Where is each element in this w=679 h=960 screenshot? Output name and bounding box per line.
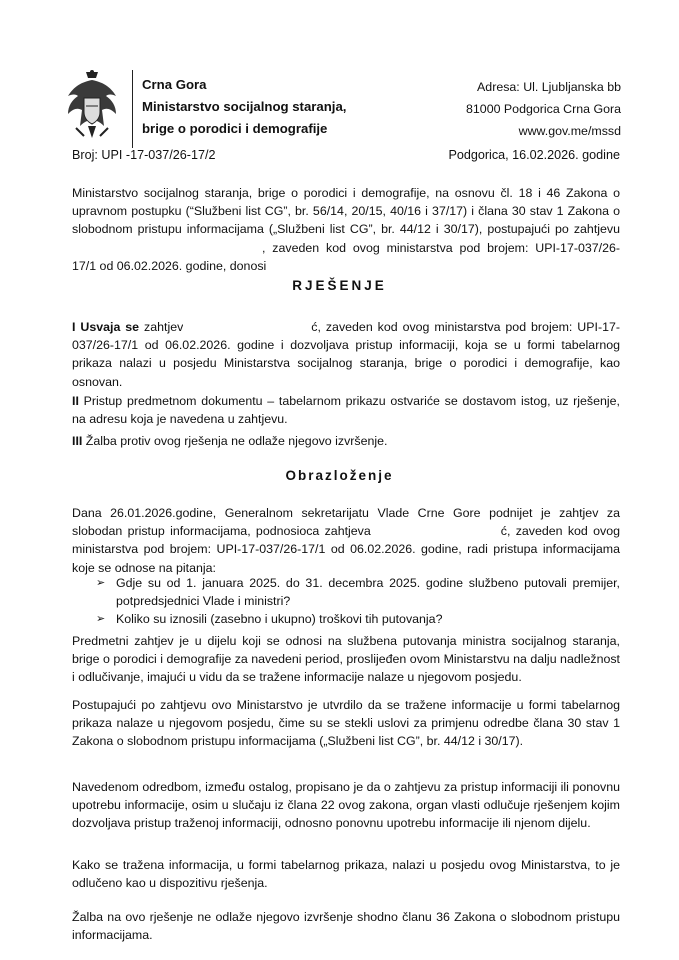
dispositive-item-2 [72,392,620,428]
reference-line [72,148,620,162]
organization-block [142,74,346,140]
reasoning-paragraph-1 [72,504,620,577]
list-item: ➢ Koliko su iznosili (zasebno i ukupno) troškovi tih putovanja? [96,610,620,628]
obrazlozenje-heading: Obrazloženje [285,468,394,483]
dispositive-1-text-b: ć, zaveden kod ovog ministarstva pod brojem: UPI-17-037/26-17/1 od 06.02.2026. godine i dozvoljava pristup informaciji, koja se u formi tabelarnog prikaza nalazi u posjedu Ministarstva socijalnog staranja, brige o porodici i demografije, kao osnovan. [72,320,620,389]
reasoning-paragraph-6: Žalba na ovo rješenje ne odlaže njegovo izvršenje shodno članu 36 Zakona o slobodnom pristupu informacijama. [72,910,620,943]
address-city: 81000 Podgorica Crna Gora [466,102,621,116]
reasoning-paragraph-4: Navedenom odredbom, između ostalog, propisano je da o zahtjevu za pristup informaciji ili ponovnu upotrebu informacije, osim u slučaju iz člana 22 ovog zakona, organ vlasti odlučuje rješenjem kojim dozvoljava pristup traženoj informaciji, odnosno ponovnu upotrebu informacije ili njenom dijelu. [72,780,620,831]
redacted-name [371,522,501,540]
dispositive-1-lead: I Usvaja se [72,320,140,334]
dispositive-item-1 [72,318,620,391]
address-website: www.gov.me/mssd [518,124,621,138]
reasoning-paragraph-5: Kako se tražena informacija, u formi tabelarnog prikaza, nalazi u posjedu ovog Ministarstva, to je odlučeno kao u dispozitivu rješenja. [72,858,620,891]
dispositive-3-text: Žalba protiv ovog rješenja ne odlaže njegovo izvršenje. [82,434,388,448]
org-ministry-line2: brige o porodici i demografije [142,121,328,136]
org-ministry-line1: Ministarstvo socijalnog staranja, [142,99,347,114]
org-country: Crna Gora [142,77,207,92]
reasoning-1-text-a: Dana 26.01.2026.godine, Generalnom sekretarijatu Vlade Crne Gore podnijet je zahtjev za slobodan pristup informacijama, podnosioca zahtjeva [72,506,620,539]
intro-paragraph [72,184,620,275]
questions-list [96,574,620,629]
list-item: ➢ Gdje su od 1. januara 2025. do 31. decembra 2025. godine službeno putovali premijer, potpredsjednici Vlade i ministri? [96,574,620,610]
redacted-name [72,239,262,257]
dispositive-3-lead: III [72,434,83,448]
resenje-heading: RJEŠENJE [292,278,387,293]
dispositive-2-text: Pristup predmetnom dokumentu – tabelarnom prikazu ostvariće se dostavom istog, uz rješenje, na adresu koja je navedena u zahtjevu. [72,394,620,427]
case-number: Broj: UPI -17-037/26-17/2 [72,148,216,162]
dispositive-2-lead: II [72,394,79,408]
dispositive-item-3 [72,432,620,450]
reasoning-paragraph-3: Postupajući po zahtjevu ovo Ministarstvo je utvrdilo da se tražene informacije u formi tabelarnog prikaza nalaze u njegovom posjedu, čime su se stekli uslovi za primjenu odredbe člana 30 stav 1 Zakona o slobodnom pristupu informacijama („Službeni list CG”, br. 44/12 i 30/17). [72,698,620,749]
redacted-name [183,318,311,336]
address-street: Adresa: Ul. Ljubljanska bb [477,80,621,94]
address-block [466,76,621,142]
place-and-date: Podgorica, 16.02.2026. godine [448,148,620,162]
coat-of-arms-emblem [64,70,120,142]
header-divider [132,70,133,148]
intro-text-a: Ministarstvo socijalnog staranja, brige o porodici i demografije, na osnovu čl. 18 i 46 Zakona o upravnom postupku (“Službeni list CG”, br. 56/14, 20/15, 40/16 i 37/17) i člana 30 stav 1 Zakona o slobodnom pristupu informacijama („Službeni list CG”, br. 44/12 i 30/17), postupajući po zahtjevu [72,186,620,237]
intro-text-b: , zaveden kod ovog ministarstva pod brojem: UPI-17-037/26-17/1 od 06.02.2026. godine, donosi [72,240,620,273]
dispositive-1-text-a: zahtjev [139,320,184,334]
reasoning-paragraph-2: Predmetni zahtjev je u dijelu koji se odnosi na službena putovanja ministra socijalnog staranja, brige o porodici i demografije za navedeni period, proslijeđen ovom Ministarstvu na dalju nadležnost i odlučivanje, imajući u vidu da se tražene informacije nalaze u njegovom posjedu. [72,634,620,685]
reasoning-1-text-b: ć, zaveden kod ovog ministarstva pod brojem: UPI-17-037/26-17/1 od 06.02.2026. godine, radi pristupa informacijama koje se odnose na pitanja: [72,524,620,575]
